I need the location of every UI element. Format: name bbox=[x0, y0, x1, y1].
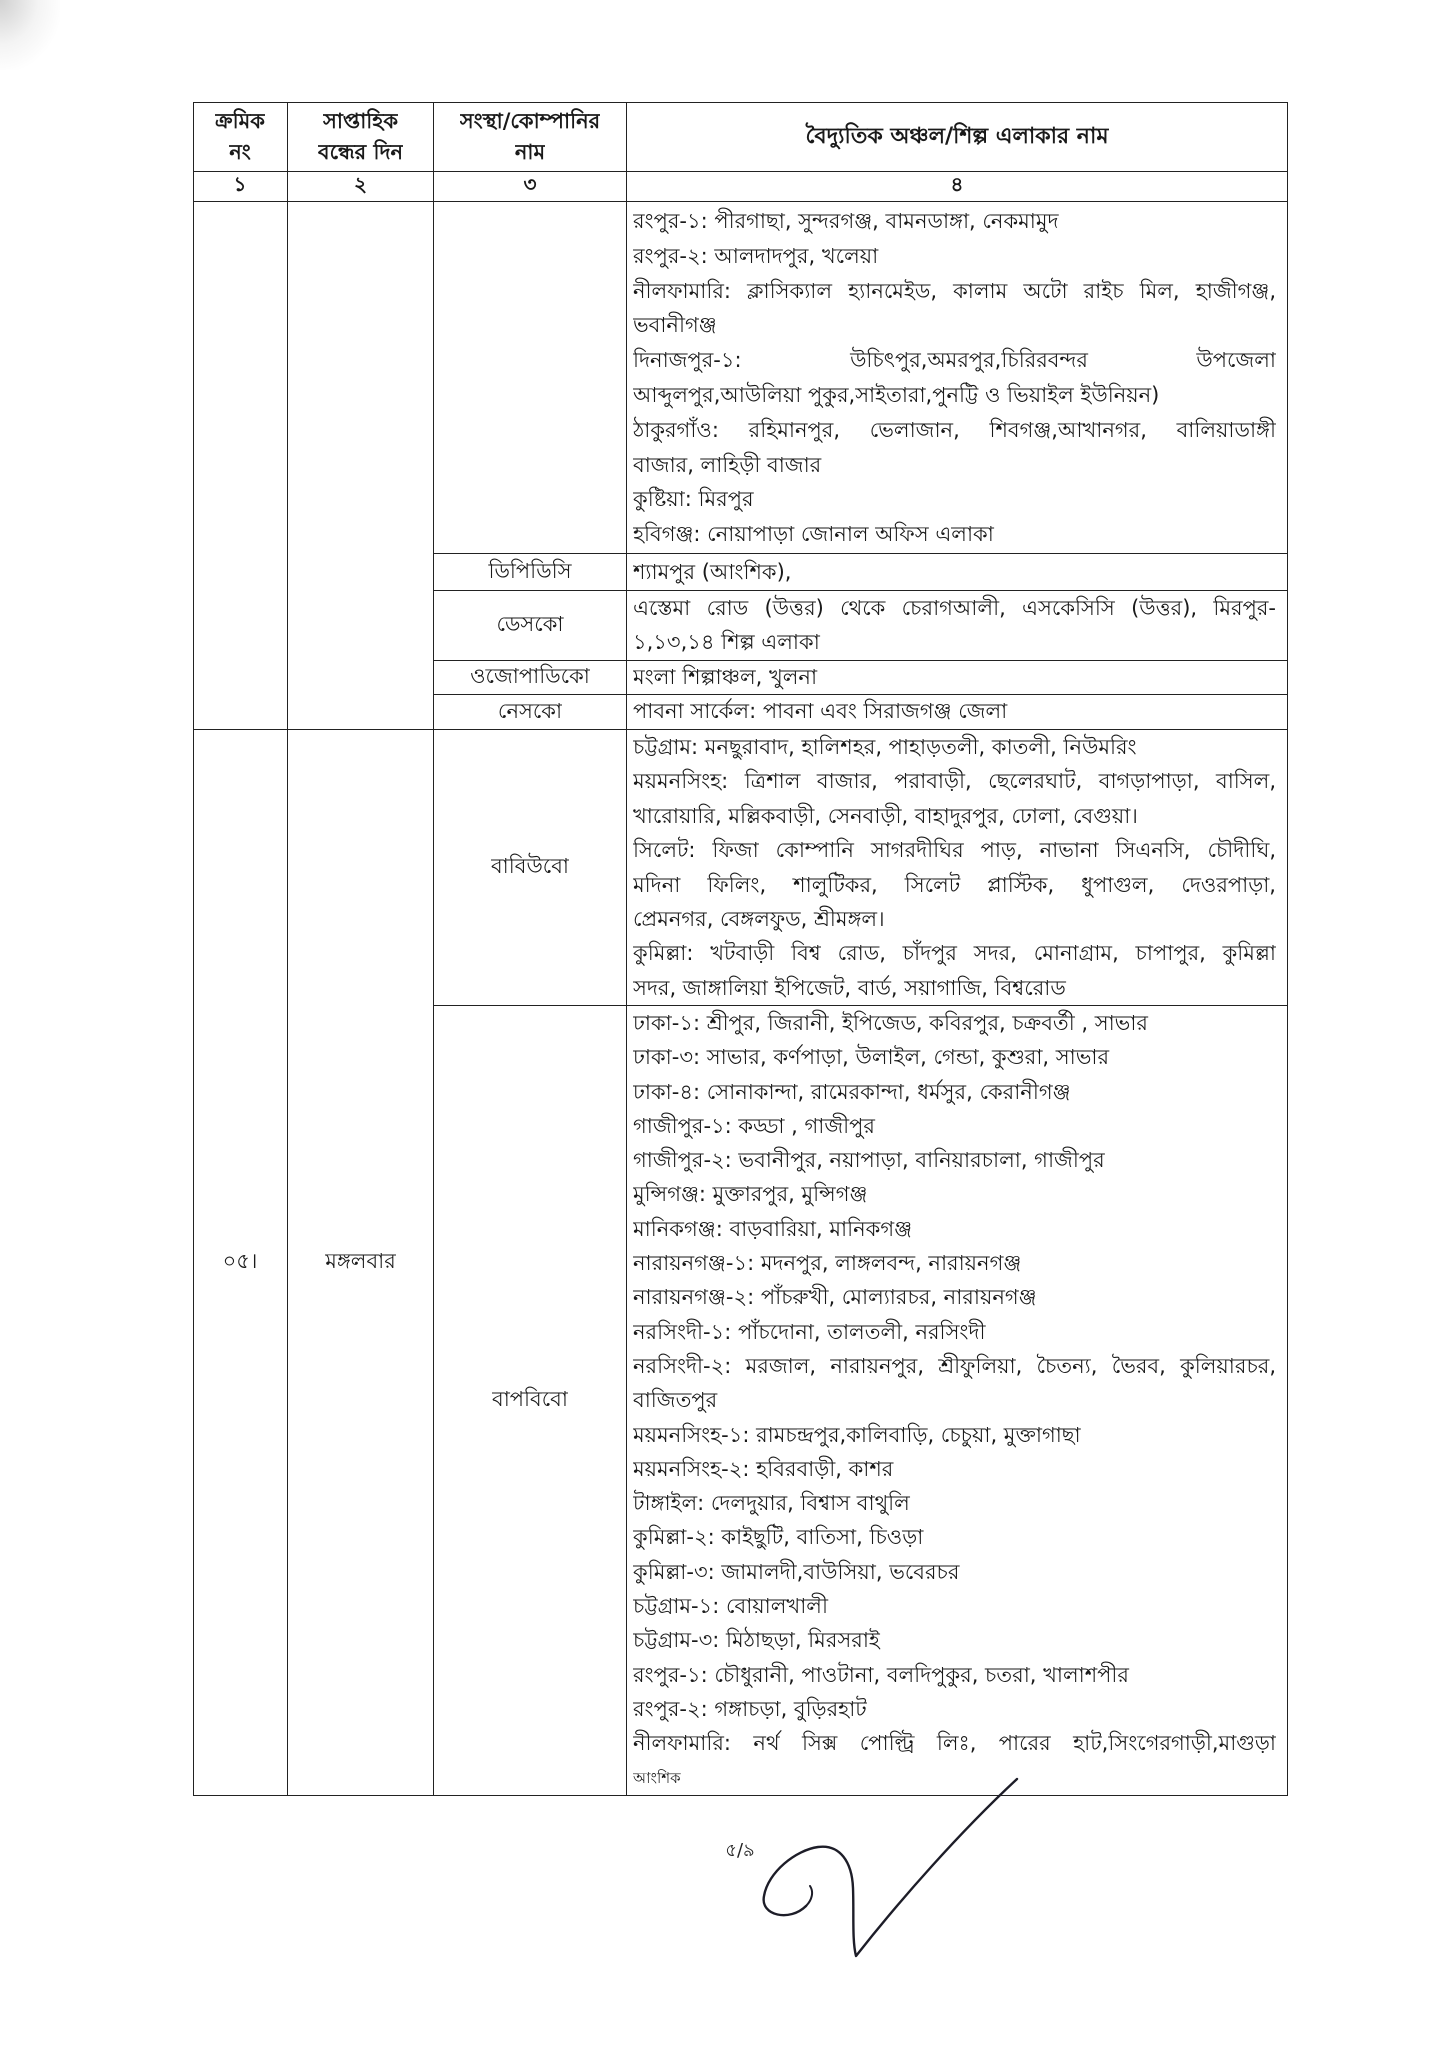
organization-cell bbox=[434, 1006, 627, 1796]
organization-name: ওজোপাডিকো bbox=[470, 664, 590, 688]
area-line: মুন্সিগঞ্জ: মুক্তারপুর, মুন্সিগঞ্জ bbox=[633, 1182, 868, 1207]
area-line: ভবানীগঞ্জ bbox=[633, 313, 717, 338]
serial-number: ০৫। bbox=[222, 1249, 258, 1273]
header-label: নাম bbox=[514, 139, 546, 164]
area-line: গাজীপুর-১: কড্ডা , গাজীপুর bbox=[633, 1113, 875, 1138]
area-line: ময়মনসিংহ: ত্রিশাল বাজার, পরাবাড়ী, ছেলেরঘাট, বাগড়াপাড়া, বাসিল, bbox=[633, 769, 1276, 794]
area-line: প্রেমনগর, বেঙ্গলফুড, শ্রীমঙ্গল। bbox=[633, 907, 885, 932]
area-line: রংপুর-২: আলদাদপুর, খলেয়া bbox=[633, 243, 879, 268]
area-line: দিনাজপুর-১: উচিৎপুর,অমরপুর,চিরিরবন্দর উপজেলা bbox=[633, 348, 1276, 373]
column-number-label: ৪ bbox=[950, 172, 964, 196]
area-line: চট্টগ্রাম: মনছুরাবাদ, হালিশহর, পাহাড়তলী, কাতলী, নিউমরিং bbox=[633, 735, 1137, 759]
header-label: সংস্থা/কোম্পানির bbox=[459, 108, 601, 133]
column-number-label: ৩ bbox=[523, 172, 537, 196]
area-line: ঢাকা-৪: সোনাকান্দা, রামেরকান্দা, ধর্মসুর, কেরানীগঞ্জ bbox=[633, 1079, 1071, 1104]
area-line: কুমিল্লা-৩: জামালদী,বাউসিয়া, ভবেরচর bbox=[633, 1559, 960, 1584]
area-line: রংপুর-২: গঙ্গাচড়া, বুড়িরহাট bbox=[633, 1696, 867, 1721]
area-line: বাজিতপুর bbox=[633, 1388, 718, 1413]
column-number bbox=[434, 172, 627, 202]
area-line: গাজীপুর-২: ভবানীপুর, নয়াপাড়া, বানিয়ারচালা, গাজীপুর bbox=[633, 1148, 1105, 1173]
area-line: আংশিক bbox=[633, 1768, 681, 1787]
header-label: ক্রমিক bbox=[215, 108, 265, 133]
organization-name: ডিপিডিসি bbox=[488, 558, 572, 583]
column-number-label: ২ bbox=[353, 172, 367, 196]
area-line: ১,১৩,১৪ শিল্প এলাকা bbox=[633, 630, 820, 655]
area-line: ঢাকা-১: শ্রীপুর, জিরানী, ইপিজেড, কবিরপুর, চক্রবর্তী , সাভার bbox=[633, 1011, 1148, 1035]
area-line: টাঙ্গাইল: দেলদুয়ার, বিশ্বাস বাথুলি bbox=[633, 1491, 910, 1516]
area-line: কুমিল্লা-২: কাইছুটি, বাতিসা, চিওড়া bbox=[633, 1525, 924, 1550]
header-label: বন্ধের দিন bbox=[317, 139, 404, 164]
area-cell bbox=[627, 695, 1288, 730]
area-line: নারায়নগঞ্জ-১: মদনপুর, লাঙ্গলবন্দ, নারায়নগঞ্জ bbox=[633, 1251, 1022, 1276]
area-line: ময়মনসিংহ-২: হবিরবাড়ী, কাশর bbox=[633, 1456, 894, 1481]
area-line: কুষ্টিয়া: মিরপুর bbox=[633, 487, 754, 512]
area-line: চট্টগ্রাম-১: বোয়ালখালী bbox=[633, 1594, 828, 1619]
area-line: ঢাকা-৩: সাভার, কর্ণপাড়া, উলাইল, গেন্ডা, কুশুরা, সাভার bbox=[633, 1045, 1110, 1070]
area-line: মংলা শিল্পাঞ্চল, খুলনা bbox=[633, 665, 818, 689]
area-line: ঠাকুরগাঁও: রহিমানপুর, ভেলাজান, শিবগঞ্জ,আখানগর, বালিয়াডাঙ্গী bbox=[633, 417, 1276, 442]
area-line: হবিগঞ্জ: নোয়াপাড়া জোনাল অফিস এলাকা bbox=[633, 522, 994, 547]
weekly-off-day: মঙ্গলবার bbox=[325, 1249, 396, 1273]
area-line: কুমিল্লা: খটবাড়ী বিশ্ব রোড, চাঁদপুর সদর, মোনাগ্রাম, চাপাপুর, কুমিল্লা bbox=[633, 941, 1276, 966]
organization-name: নেসকো bbox=[497, 698, 563, 723]
area-line: পাবনা সার্কেল: পাবনা এবং সিরাজগঞ্জ জেলা bbox=[633, 699, 1008, 723]
area-line: ময়মনসিংহ-১: রামচন্দ্রপুর,কালিবাড়ি, চেচুয়া, মুক্তাগাছা bbox=[633, 1422, 1081, 1447]
area-line: নারায়নগঞ্জ-২: পাঁচরুখী, মোল্যারচর, নারায়নগঞ্জ bbox=[633, 1285, 1037, 1310]
organization-name: ডেসকো bbox=[496, 612, 564, 636]
area-line: সদর, জাঙ্গালিয়া ইপিজেট, বার্ড, সয়াগাজি, বিশ্বরোড bbox=[633, 975, 1066, 1000]
area-cell bbox=[627, 591, 1288, 661]
header-serial bbox=[193, 102, 288, 172]
area-line: চট্টগ্রাম-৩: মিঠাছড়া, মিরসরাই bbox=[633, 1628, 880, 1653]
organization-cell bbox=[434, 591, 627, 661]
area-line: নরসিংদী-১: পাঁচদোনা, তালতলী, নরসিংদী bbox=[633, 1319, 986, 1344]
column-number bbox=[288, 172, 434, 202]
area-line: বাজার, লাহিড়ী বাজার bbox=[633, 452, 822, 477]
column-number bbox=[193, 172, 288, 202]
area-line: রংপুর-১: পীরগাছা, সুন্দরগঞ্জ, বামনডাঙ্গা, নেকমামুদ bbox=[633, 209, 1059, 233]
area-cell bbox=[627, 202, 1288, 554]
weekly-off-day-cell bbox=[288, 730, 434, 1796]
area-cell bbox=[627, 554, 1288, 591]
scan-edge-shadow bbox=[0, 0, 60, 70]
header-label: সাপ্তাহিক bbox=[322, 108, 399, 133]
area-line: রংপুর-১: চৌধুরানী, পাওটানা, বলদিপুকুর, চতরা, খালাশপীর bbox=[633, 1662, 1129, 1687]
header-label: নং bbox=[229, 139, 251, 164]
area-cell bbox=[627, 1006, 1288, 1796]
organization-name: বাপবিবো bbox=[492, 1387, 568, 1411]
organization-cell bbox=[434, 695, 627, 730]
area-line: নরসিংদী-২: মরজাল, নারায়নপুর, শ্রীফুলিয়া, চৈতন্য, ভৈরব, কুলিয়ারচর, bbox=[633, 1353, 1276, 1378]
area-line: নীলফামারি: নর্থ সিক্স পোল্ট্রি লিঃ, পারের হাট,সিংগেরগাড়ী,মাগুড়া bbox=[633, 1731, 1276, 1756]
weekly-off-day-cell-empty bbox=[288, 202, 434, 730]
organization-cell bbox=[434, 661, 627, 695]
area-line: সিলেট: ফিজা কোম্পানি সাগরদীঘির পাড়, নাভানা সিএনসি, চৌদীঘি, bbox=[633, 838, 1276, 863]
area-cell bbox=[627, 730, 1288, 1006]
organization-cell-empty bbox=[434, 202, 627, 554]
header-weekly-off-day bbox=[288, 102, 434, 172]
area-line: নীলফামারি: ক্লাসিক্যাল হ্যানমেইড, কালাম অটো রাইচ মিল, হাজীগঞ্জ, bbox=[633, 278, 1276, 303]
signature bbox=[740, 1770, 1030, 1970]
area-cell bbox=[627, 661, 1288, 695]
organization-name: বাবিউবো bbox=[490, 854, 570, 878]
signature-stroke bbox=[764, 1779, 1017, 1956]
area-line: মদিনা ফিলিং, শালুটিকর, সিলেট প্লাস্টিক, ধুপাগুল, দেওরপাড়া, bbox=[633, 872, 1276, 897]
serial-cell bbox=[193, 730, 288, 1796]
area-line: এস্তেমা রোড (উত্তর) থেকে চেরাগআলী, এসকেসিসি (উত্তর), মিরপুর- bbox=[633, 596, 1276, 620]
serial-cell-empty bbox=[193, 202, 288, 730]
header-organization bbox=[434, 102, 627, 172]
organization-cell bbox=[434, 730, 627, 1006]
area-line: শ্যামপুর (আংশিক), bbox=[633, 560, 792, 584]
area-line: খারোয়ারি, মল্লিকবাড়ী, সেনবাড়ী, বাহাদুরপুর, ঢোলা, বেগুয়া। bbox=[633, 803, 1138, 828]
page-number: ৫/৯ bbox=[725, 1840, 755, 1861]
column-number-label: ১ bbox=[233, 172, 247, 196]
header-area bbox=[627, 102, 1288, 172]
organization-cell bbox=[434, 554, 627, 591]
signature-stroke bbox=[806, 1886, 812, 1906]
area-line: মানিকগঞ্জ: বাড়বারিয়া, মানিকগঞ্জ bbox=[633, 1216, 913, 1241]
header-label: বৈদ্যুতিক অঞ্চল/শিল্প এলাকার নাম bbox=[805, 124, 1109, 149]
area-line: আব্দুলপুর,আউলিয়া পুকুর,সাইতারা,পুনট্টি ও ভিয়াইল ইউনিয়ন) bbox=[633, 382, 1160, 407]
column-number bbox=[627, 172, 1288, 202]
